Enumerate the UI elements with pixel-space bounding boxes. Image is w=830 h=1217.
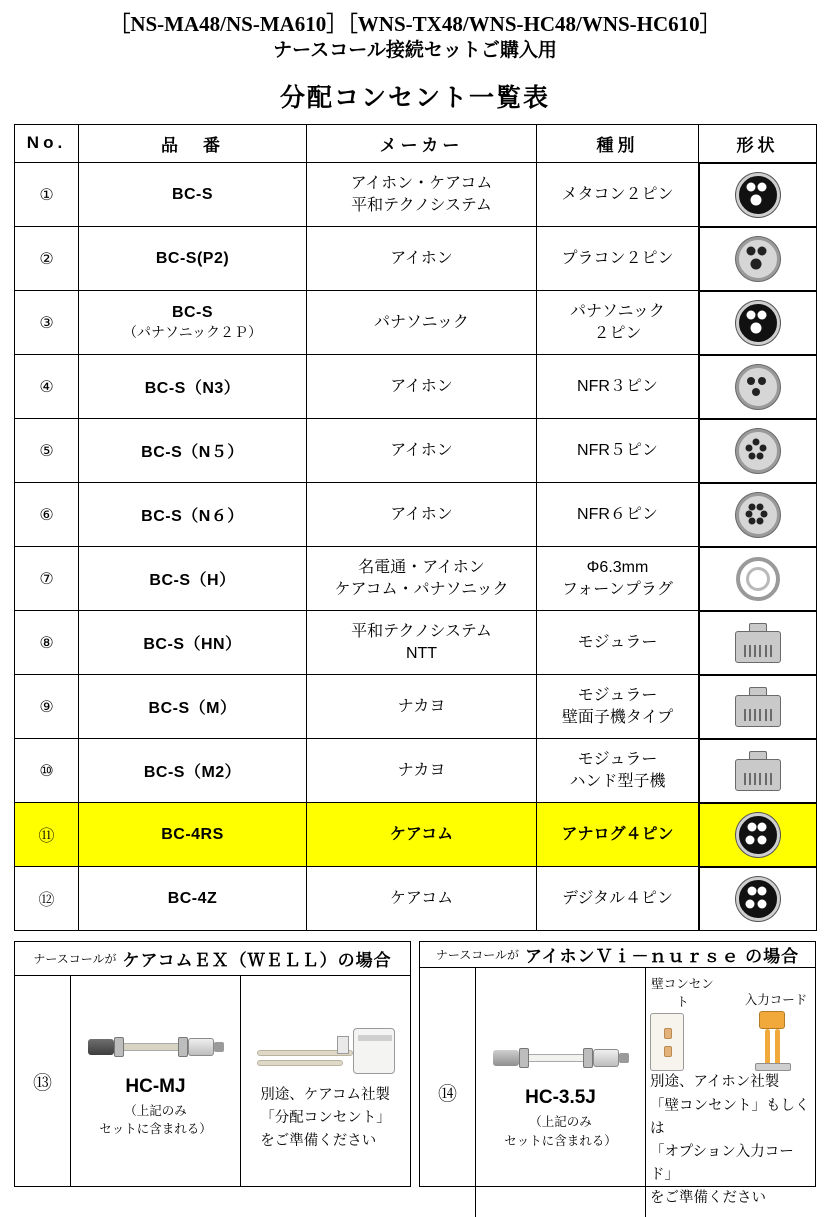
row-product-code: BC-S（N５） [79,419,307,483]
row-shape-icon [699,419,817,483]
panel-14-header-big: アイホンＶｉ－ｎｕｒｓｅ の場合 [524,947,800,967]
row-type: アナログ４ピン [537,803,699,867]
row-shape-icon [699,867,817,931]
document-header [14,10,816,64]
row-maker: アイホン・ケアコム 平和テクノシステム [307,162,537,227]
row-number: ② [15,227,79,291]
row-type: Φ6.3mm フォーンプラグ [537,547,699,611]
row-shape-icon [699,291,817,355]
row-product-code: BC-S（H） [79,547,307,611]
header-line-1: ［NS-MA48/NS-MA610］［WNS-TX48/WNS-HC48/WNS-HC610］ [109,12,721,36]
row-type: NFR５ピン [537,419,699,483]
panel-aiphone-vinurse [419,941,816,1207]
panel-13-accessory [241,976,410,1186]
row-product-code: BC-S （パナソニック２Ｐ） [79,291,307,355]
row-maker: アイホン [307,227,537,291]
panel-14-number: ⑭ [420,968,476,1216]
row-number: ① [15,162,79,227]
row-maker: アイホン [307,355,537,419]
col-header-maker: メーカー [307,124,537,162]
row-number: ⑫ [15,867,79,931]
row-type: NFR６ピン [537,483,699,547]
row-number: ⑥ [15,483,79,547]
row-type: モジュラー [537,611,699,675]
row-number: ⑪ [15,803,79,867]
row-type: パナソニック ２ピン [537,291,699,355]
panel-14-product-name: HC-3.5J [525,1087,596,1109]
row-shape-icon [699,675,817,739]
row-shape-icon [699,547,817,611]
panel-13-note: 別途、ケアコム社製 「分配コンセント」 をご準備ください [260,1086,391,1150]
panel-14-product [476,968,646,1216]
bottom-panels [14,941,816,1207]
col-header-shubetsu: 種別 [537,124,699,162]
row-type: モジュラー ハンド型子機 [537,739,699,803]
row-maker: ケアコム [307,803,537,867]
row-product-code: BC-S(P2) [79,227,307,291]
table-row [15,483,817,547]
row-maker: 平和テクノシステム NTT [307,611,537,675]
table-row [15,355,817,419]
table-body [15,162,817,931]
panel-14-header-small: ナースコールが [435,948,519,963]
wall-outlet-caption: 壁コンセント [651,977,714,1010]
panel-14-note: 別途、アイホン社製 「壁コンセント」もしくは 「オプション入力コード」 をご準備ください [650,1074,810,1207]
row-product-code: BC-S（N3） [79,355,307,419]
panel-14-header [420,942,815,968]
row-maker: 名電通・アイホン ケアコム・パナソニック [307,547,537,611]
input-cord-icon [741,1011,811,1071]
row-number: ⑩ [15,739,79,803]
panel-13-product-note: （上記のみ セットに含まれる） [99,1104,212,1137]
row-shape-icon [699,739,817,803]
panel-14-accessory-icons [650,974,811,1071]
col-header-katachi: 形状 [699,124,817,162]
outlet-list-table [14,124,817,932]
col-header-hinban: 品 番 [79,124,307,162]
row-maker: アイホン [307,419,537,483]
row-shape-icon [699,803,817,867]
row-shape-icon [699,355,817,419]
panel-13-product [71,976,241,1186]
row-number: ⑨ [15,675,79,739]
row-type: メタコン２ピン [537,162,699,227]
input-cord-caption: 入力コード [744,993,808,1008]
table-row [15,867,817,931]
row-number: ⑧ [15,611,79,675]
table-row [15,611,817,675]
row-maker: ナカヨ [307,675,537,739]
panel-13-header [15,942,410,976]
row-product-code: BC-S（HN） [79,611,307,675]
row-type: モジュラー 壁面子機タイプ [537,675,699,739]
table-row [15,162,817,227]
row-shape-icon [699,163,817,227]
row-maker: ケアコム [307,867,537,931]
wall-outlet-icon [650,1013,684,1071]
row-maker: パナソニック [307,291,537,355]
row-number: ⑤ [15,419,79,483]
table-row [15,227,817,291]
hc-35j-cable-icon [493,1035,629,1081]
row-maker: ナカヨ [307,739,537,803]
row-type: デジタル４ピン [537,867,699,931]
table-row [15,419,817,483]
panel-carecom-ex [14,941,411,1187]
panel-13-header-small: ナースコールが [33,952,117,967]
row-shape-icon [699,611,817,675]
table-row [15,675,817,739]
table-row [15,547,817,611]
panel-13-product-name: HC-MJ [125,1076,186,1098]
row-product-code: BC-S [79,162,307,227]
row-shape-icon [699,483,817,547]
distribution-outlet-icon [251,1010,401,1084]
table-row [15,739,817,803]
table-header-row [15,124,817,162]
row-number: ③ [15,291,79,355]
row-shape-icon [699,227,817,291]
header-line-2: ナースコール接続セットご購入用 [273,40,557,62]
row-product-code: BC-4RS [79,803,307,867]
panel-13-header-big: ケアコムＥＸ（ＷＥＬＬ）の場合 [122,951,392,971]
row-product-code: BC-S（M） [79,675,307,739]
table-row [15,291,817,355]
page-title: 分配コンセント一覧表 [279,83,550,112]
row-number: ④ [15,355,79,419]
panel-14-product-note: （上記のみ セットに含まれる） [504,1115,617,1148]
row-product-code: BC-S（M2） [79,739,307,803]
row-number: ⑦ [15,547,79,611]
col-header-no: No. [15,124,79,162]
panel-14-accessory [646,968,815,1216]
table-row [15,803,817,867]
row-maker: アイホン [307,483,537,547]
row-product-code: BC-4Z [79,867,307,931]
row-type: NFR３ピン [537,355,699,419]
panel-13-number: ⑬ [15,976,71,1186]
row-type: プラコン２ピン [537,227,699,291]
row-product-code: BC-S（N６） [79,483,307,547]
hc-mj-cable-icon [88,1024,224,1070]
